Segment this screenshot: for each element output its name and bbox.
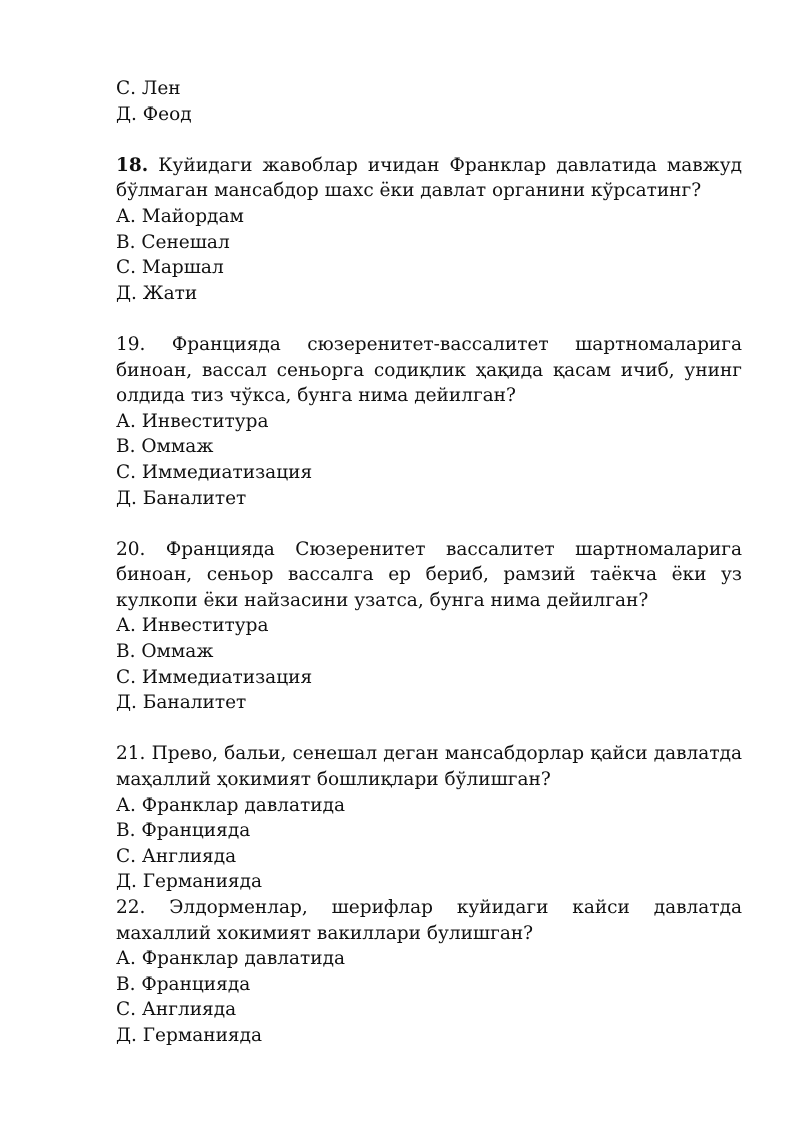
option-b: В. Францияда bbox=[116, 820, 251, 842]
question-number: 18. bbox=[116, 154, 149, 176]
option-a: А. Инвеститура bbox=[116, 410, 269, 432]
question-18 bbox=[116, 153, 742, 307]
option-a: А. Франклар давлатида bbox=[116, 948, 346, 970]
question-text-line: махаллий хокимият вакиллари булишган? bbox=[116, 922, 534, 944]
question-text-line: 21. Прево, бальи, сенешал деган мансабдорлар қайси давлатда bbox=[116, 743, 742, 765]
question-text-line: 22. Элдорменлар, шерифлар куйидаги кайси давлатда bbox=[116, 897, 742, 918]
option-c: С. Англияда bbox=[116, 999, 237, 1021]
option-b: В. Францияда bbox=[116, 973, 251, 995]
spacer bbox=[116, 716, 742, 742]
question-text-line: 19. Францияда сюзеренитет-вассалитет шартномаларига bbox=[116, 333, 742, 355]
question-19 bbox=[116, 332, 742, 511]
option-c: С. Иммедиатизация bbox=[116, 666, 313, 688]
option-d: Д. Жати bbox=[116, 282, 198, 304]
question-number: 21. bbox=[116, 743, 146, 765]
option-a: А. Франклар давлатида bbox=[116, 794, 346, 816]
option-c: С. Маршал bbox=[116, 257, 224, 279]
question-text-line: кулкопи ёки найзасини узатса, бунга нима дейилган? bbox=[116, 589, 649, 611]
question-text-line: олдида тиз чўкса, бунга нима дейилган? bbox=[116, 385, 516, 407]
option-d: Д. Баналитет bbox=[116, 692, 247, 714]
question-number: 20. bbox=[116, 538, 146, 560]
option-c: С. Иммедиатизация bbox=[116, 461, 313, 483]
question-text-line: биноан, вассал сеньорга содиқлик ҳақида қасам ичиб, унинг bbox=[116, 359, 742, 381]
question-20 bbox=[116, 537, 742, 716]
spacer bbox=[116, 306, 742, 332]
question-text-line: маҳаллий ҳокимият бошлиқлари бўлишган? bbox=[116, 769, 551, 791]
spacer bbox=[116, 511, 742, 537]
spacer bbox=[116, 127, 742, 153]
option-d: Д. Феод bbox=[116, 103, 192, 125]
option-c: С. Англияда bbox=[116, 845, 237, 867]
option-d: Д. Германияда bbox=[116, 1024, 263, 1046]
question-22 bbox=[116, 895, 742, 1049]
question-text-line: бўлмаган мансабдор шахс ёки давлат органини кўрсатинг? bbox=[116, 180, 702, 202]
option-b: В. Оммаж bbox=[116, 641, 214, 663]
option-b: В. Оммаж bbox=[116, 436, 214, 458]
document-content bbox=[116, 76, 742, 1049]
question-text-line: 20. Францияда Сюзеренитет вассалитет шартномаларига bbox=[116, 538, 742, 560]
option-d: Д. Германияда bbox=[116, 871, 263, 893]
question-21 bbox=[116, 741, 742, 895]
option-a: А. Инвеститура bbox=[116, 615, 269, 637]
question-text-line: биноан, сеньор вассалга ер бериб, рамзий таёкча ёки уз bbox=[116, 564, 742, 586]
option-c: С. Лен bbox=[116, 78, 181, 99]
option-a: А. Майордам bbox=[116, 205, 244, 227]
option-b: В. Сенешал bbox=[116, 231, 230, 253]
question-number: 22. bbox=[116, 897, 146, 918]
question-text-line: 18. Куйидаги жавоблар ичидан Франклар давлатида мавжуд bbox=[116, 154, 742, 176]
question-number: 19. bbox=[116, 333, 146, 355]
option-d: Д. Баналитет bbox=[116, 487, 247, 509]
